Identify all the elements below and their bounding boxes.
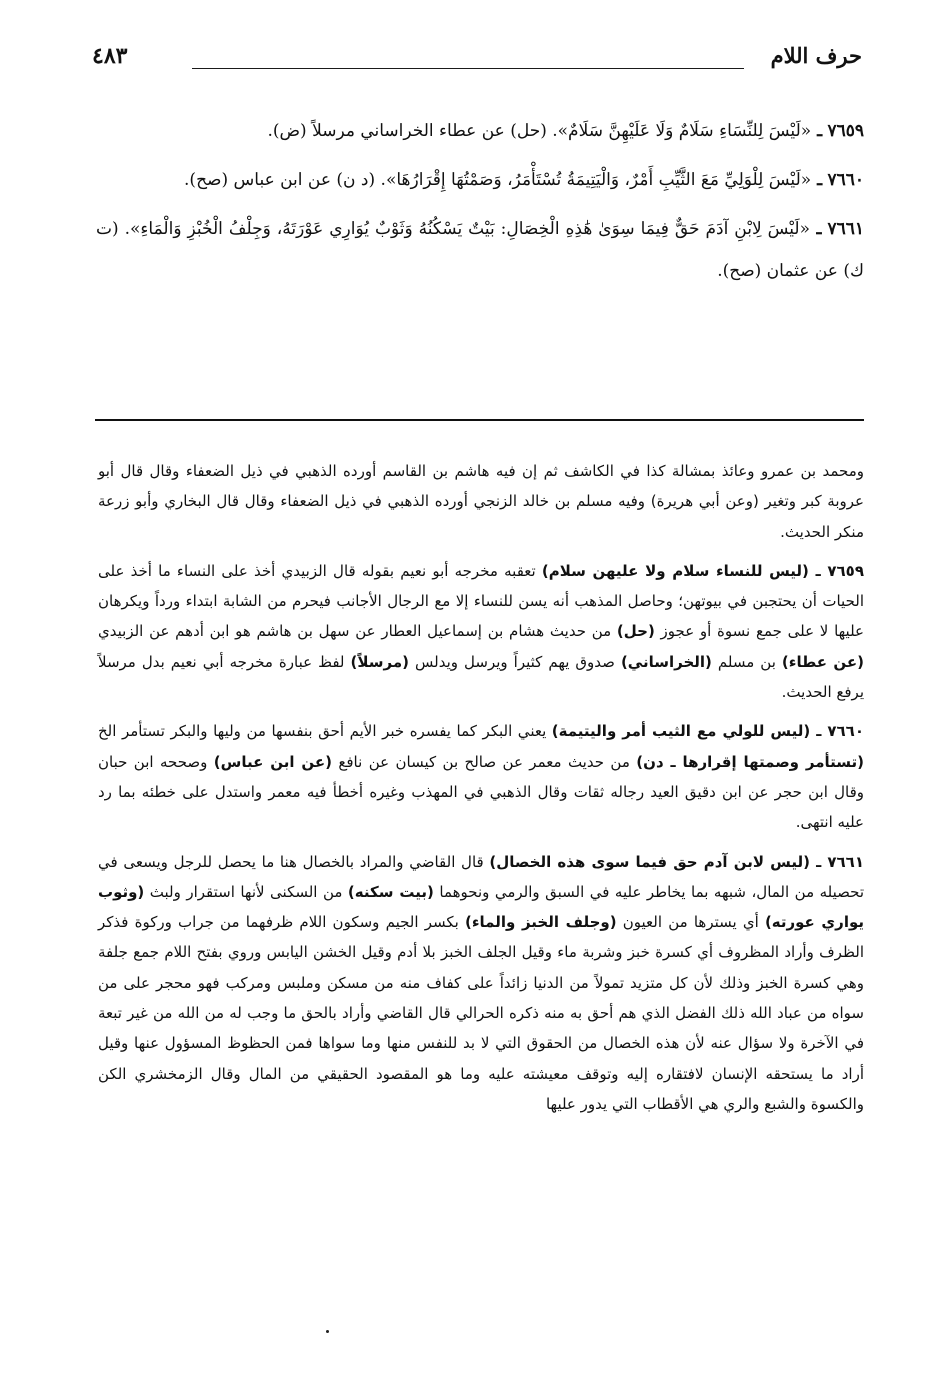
commentary-section bbox=[98, 456, 864, 1128]
commentary-paragraph bbox=[98, 847, 864, 1120]
commentary-paragraph bbox=[98, 456, 864, 547]
hadith-number: ٧٦٦٠ bbox=[827, 170, 864, 190]
commentary-text: يعني البكر كما يفسره خبر الأيم أحق بنفسها من وليها والبكر تستأمر الخ bbox=[98, 722, 552, 741]
commentary-text: لفظ عبارة مخرجه أبي نعيم بدل مرسلاً يرفع الحديث. bbox=[98, 652, 864, 702]
header-rule bbox=[192, 68, 744, 69]
commentary-text: بكسر الجيم وسكون اللام ظرفهما من جراب وركوة فذكر الظرف وأراد المظروف أي كسرة خبز وشربة ماء وقيل الجلف الخبز بلا أدم وقيل الخشن اليابس وروي بفتح اللام جمع جلفة وهي كسرة الخبز وذلك لأن كل متزيد تمولاً من الدنيا زائداً على كفاف منه من مسكن وملبس ومركب فهو محجر على من سواه من عباد الله ذلك الفضل الذي هم أحق به منه ذكره الحرالي قال القاضي وأراد بالحق ما وجب له من الله من غير تبعة في الآخرة ولا سؤال عنه لأن هذه الخصال من الحقوق التي لا بد للنفس منها وما سواها فمن الحظوظ المسؤول عنها وقيل أراد ما يستحقه الإنسان لافتقاره إليه وتوقف معيشته عليه وما هو المقصود الحقيقي من المال وقال الزمخشري الكن والكسوة والشبع والري هي الأقطاب التي يدور عليها bbox=[98, 913, 864, 1113]
hadith-section bbox=[96, 110, 864, 299]
commentary-text: من السكنى لأنها استقرار ولبث bbox=[144, 882, 348, 901]
commentary-lead: (ليس لابن آدم حق فيما سوى هذه الخصال) bbox=[489, 852, 810, 871]
commentary-bold: (وجلف الخبز والماء) bbox=[465, 913, 617, 932]
dash: ـ bbox=[809, 852, 828, 871]
commentary-bold: (تستأمر وصمتها إقرارها ـ دن) bbox=[636, 752, 865, 771]
commentary-text: أي يسترها من العيون bbox=[616, 913, 765, 932]
page-mark bbox=[326, 1330, 329, 1333]
commentary-lead: (ليس للولي مع الثيب أمر واليتيمة) bbox=[551, 722, 811, 741]
commentary-text: بن مسلم bbox=[711, 652, 782, 671]
commentary-bold: (الخراساني) bbox=[620, 652, 712, 671]
commentary-bold: (بيت سكنه) bbox=[347, 882, 434, 901]
dash: ـ bbox=[811, 121, 823, 141]
commentary-number: ٧٦٥٩ bbox=[827, 561, 864, 580]
commentary-bold: (حل) bbox=[616, 622, 655, 641]
dash: ـ bbox=[810, 219, 822, 239]
hadith-text: «لَيْسَ لِلنِّسَاءِ سَلَامٌ وَلَا عَلَيْهِنَّ سَلَامٌ». (حل) عن عطاء الخراساني مرسلاً (ض). bbox=[267, 121, 812, 141]
footnote-separator bbox=[95, 419, 864, 421]
page-header bbox=[92, 40, 862, 80]
commentary-bold: (عن ابن عباس) bbox=[213, 752, 332, 771]
commentary-text: تعقبه مخرجه أبو نعيم بقوله قال الزبيدي أخذ على النساء ما أخذ على الحيات أن يحتجبن في بيوتهن؛ وحاصل المذهب أنه يسن للنساء إلا مع الرجال الأجانب فيحرم من الشابة ابتداء ورداً ويكرهان عليها لا على جمع نسوة أو عجوز bbox=[98, 561, 864, 641]
commentary-text: من حديث هشام بن إسماعيل العطار عن سهل بن هاشم هو ابن أدهم عن الزبيدي bbox=[98, 622, 617, 641]
commentary-text: ومحمد بن عمرو وعائذ بمشالة كذا في الكاشف ثم إن فيه هاشم بن القاسم أورده الذهبي في ذيل الضعفاء وقال قال أبو عروبة كبر وتغير (وعن أبي هريرة) وفيه مسلم بن خالد الزنجي أورده الذهبي في ذيل الضعفاء وقال قال البخاري وأبو زرعة منكر الحديث. bbox=[98, 462, 864, 541]
hadith-entry bbox=[96, 159, 864, 201]
commentary-text: صدوق يهم كثيراً ويرسل ويدلس bbox=[409, 652, 621, 671]
page-number: ٤٨٣ bbox=[92, 43, 128, 69]
dash: ـ bbox=[810, 722, 828, 741]
commentary-text: من حديث معمر عن صالح بن كيسان عن نافع bbox=[331, 752, 637, 771]
commentary-text: قال القاضي والمراد بالخصال هنا ما يحصل للرجل ويسعى في تحصيله من المال، شبهه بما يخاطر عليه في السبق والرمي ونحوهما bbox=[98, 852, 864, 901]
dash: ـ bbox=[811, 170, 823, 190]
commentary-paragraph bbox=[98, 556, 864, 707]
hadith-entry bbox=[96, 208, 864, 292]
hadith-text: «لَيْسَ لِلْوَلِيِّ مَعَ الثَّيِّبِ أَمْرٌ، وَالْيَتِيمَةُ تُسْتَأْمَرُ، وَصَمْتُهَا إِقْرَارُهَا». (د ن) عن ابن عباس (صح). bbox=[184, 170, 812, 190]
hadith-entry bbox=[96, 110, 864, 152]
hadith-number: ٧٦٦١ bbox=[827, 219, 864, 239]
hadith-text: «لَيْسَ لِابْنِ آدَمَ حَقٌّ فِيمَا سِوَىٰ هَٰذِهِ الْخِصَالِ: بَيْتٌ يَسْكُنُهُ وَثَوْبٌ يُوَارِي عَوْرَتَهُ، وَجِلْفُ الْخُبْزِ وَالْمَاءِ». (ت ك) عن عثمان (صح). bbox=[96, 219, 864, 281]
commentary-text: وصححه ابن حبان وقال ابن حجر عن ابن دقيق العيد رجاله ثقات وقال الذهبي في المهذب وغيره أخطأ فيه معمر واستدل على خطئه بما رد عليه انتهى. bbox=[98, 752, 864, 832]
commentary-lead: (ليس للنساء سلام ولا عليهن سلام) bbox=[541, 561, 809, 580]
commentary-bold: (عن عطاء) bbox=[781, 652, 865, 671]
commentary-number: ٧٦٦١ bbox=[827, 852, 864, 871]
hadith-number: ٧٦٥٩ bbox=[827, 121, 864, 141]
commentary-paragraph bbox=[98, 716, 864, 837]
commentary-bold: (مرسلاً) bbox=[350, 652, 410, 671]
dash: ـ bbox=[808, 561, 828, 580]
commentary-number: ٧٦٦٠ bbox=[827, 722, 864, 741]
chapter-title: حرف اللام bbox=[770, 43, 862, 68]
commentary-bold: (وثوب يواري عورته) bbox=[98, 882, 864, 932]
